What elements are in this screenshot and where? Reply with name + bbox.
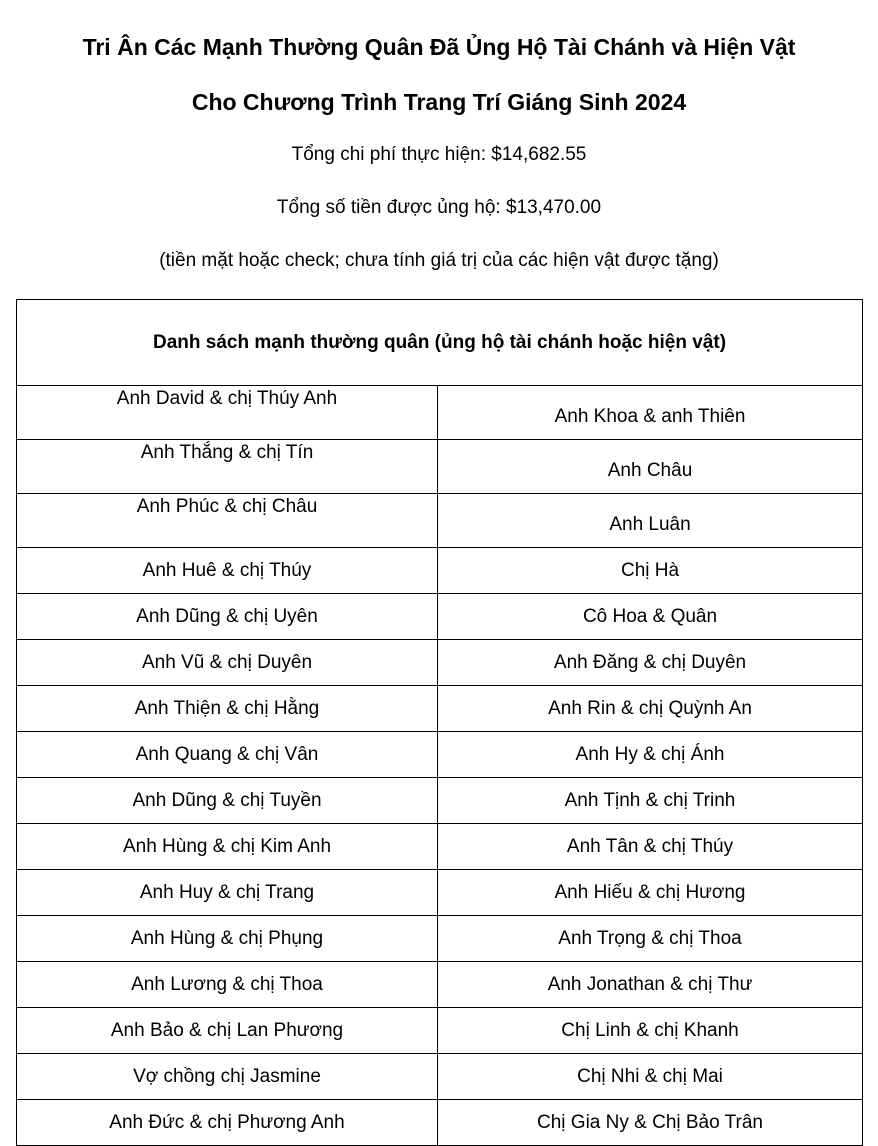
donor-table-row <box>17 548 863 594</box>
donor-table-row <box>17 732 863 778</box>
total-donated-text: Tổng số tiền được ủng hộ: $13,470.00 <box>276 197 602 218</box>
donor-table-row <box>17 916 863 962</box>
donor-name-right: Chị Linh & chị Khanh <box>438 1008 863 1054</box>
donor-name-left: Anh Bảo & chị Lan Phương <box>17 1008 438 1054</box>
donor-table-row <box>17 1100 863 1146</box>
donor-table-row <box>17 440 863 494</box>
donation-note-text: (tiền mặt hoặc check; chưa tính giá trị của các hiện vật được tặng) <box>159 250 719 271</box>
donor-name-right: Anh Tân & chị Thúy <box>438 824 863 870</box>
donor-name-right: Chị Hà <box>438 548 863 594</box>
donor-name-left: Anh Phúc & chị Châu <box>17 494 438 548</box>
donor-name-left: Anh Hùng & chị Kim Anh <box>17 824 438 870</box>
donor-name-right: Anh Châu <box>438 440 863 494</box>
donor-name-left: Anh Lương & chị Thoa <box>17 962 438 1008</box>
donor-name-left: Anh Vũ & chị Duyên <box>17 640 438 686</box>
donor-table-header-row <box>17 300 863 386</box>
donor-name-right: Anh Jonathan & chị Thư <box>438 962 863 1008</box>
donor-table-row <box>17 640 863 686</box>
donor-name-left: Anh Dũng & chị Uyên <box>17 594 438 640</box>
donor-name-right: Anh Trọng & chị Thoa <box>438 916 863 962</box>
donor-name-left: Vợ chồng chị Jasmine <box>17 1054 438 1100</box>
donor-table-row <box>17 494 863 548</box>
donor-name-right: Anh Tịnh & chị Trinh <box>438 778 863 824</box>
donor-table-row <box>17 686 863 732</box>
page-title-line-2: Cho Chương Trình Trang Trí Giáng Sinh 2024 <box>191 89 687 115</box>
donor-name-left: Anh Huê & chị Thúy <box>17 548 438 594</box>
donor-name-right: Anh Khoa & anh Thiên <box>438 386 863 440</box>
donor-name-right: Cô Hoa & Quân <box>438 594 863 640</box>
donor-name-left: Anh Thiện & chị Hằng <box>17 686 438 732</box>
donor-table-row <box>17 870 863 916</box>
donor-name-left: Anh Đức & chị Phương Anh <box>17 1100 438 1146</box>
donor-name-left: Anh Quang & chị Vân <box>17 732 438 778</box>
donor-table-row <box>17 962 863 1008</box>
donor-name-left: Anh David & chị Thúy Anh <box>17 386 438 440</box>
donor-name-left: Anh Huy & chị Trang <box>17 870 438 916</box>
donor-name-left: Anh Dũng & chị Tuyền <box>17 778 438 824</box>
donor-table-heading: Danh sách mạnh thường quân (ủng hộ tài chánh hoặc hiện vật) <box>17 300 863 386</box>
donor-name-right: Anh Hy & chị Ánh <box>438 732 863 778</box>
donor-name-right: Anh Đăng & chị Duyên <box>438 640 863 686</box>
donor-name-right: Anh Rin & chị Quỳnh An <box>438 686 863 732</box>
donor-table <box>16 299 863 1146</box>
donor-table-row <box>17 386 863 440</box>
donor-name-right: Anh Luân <box>438 494 863 548</box>
donor-table-row <box>17 824 863 870</box>
donor-table-row <box>17 594 863 640</box>
total-cost-text: Tổng chi phí thực hiện: $14,682.55 <box>291 144 587 165</box>
donor-name-right: Chị Gia Ny & Chị Bảo Trân <box>438 1100 863 1146</box>
donor-table-row <box>17 1054 863 1100</box>
donor-name-right: Chị Nhi & chị Mai <box>438 1054 863 1100</box>
page-title-line-1: Tri Ân Các Mạnh Thường Quân Đã Ủng Hộ Tài Chánh và Hiện Vật <box>82 34 796 60</box>
donor-name-left: Anh Hùng & chị Phụng <box>17 916 438 962</box>
donor-table-row <box>17 1008 863 1054</box>
donor-name-left: Anh Thắng & chị Tín <box>17 440 438 494</box>
donor-name-right: Anh Hiếu & chị Hương <box>438 870 863 916</box>
donor-table-body <box>17 386 863 1146</box>
donor-table-row <box>17 778 863 824</box>
